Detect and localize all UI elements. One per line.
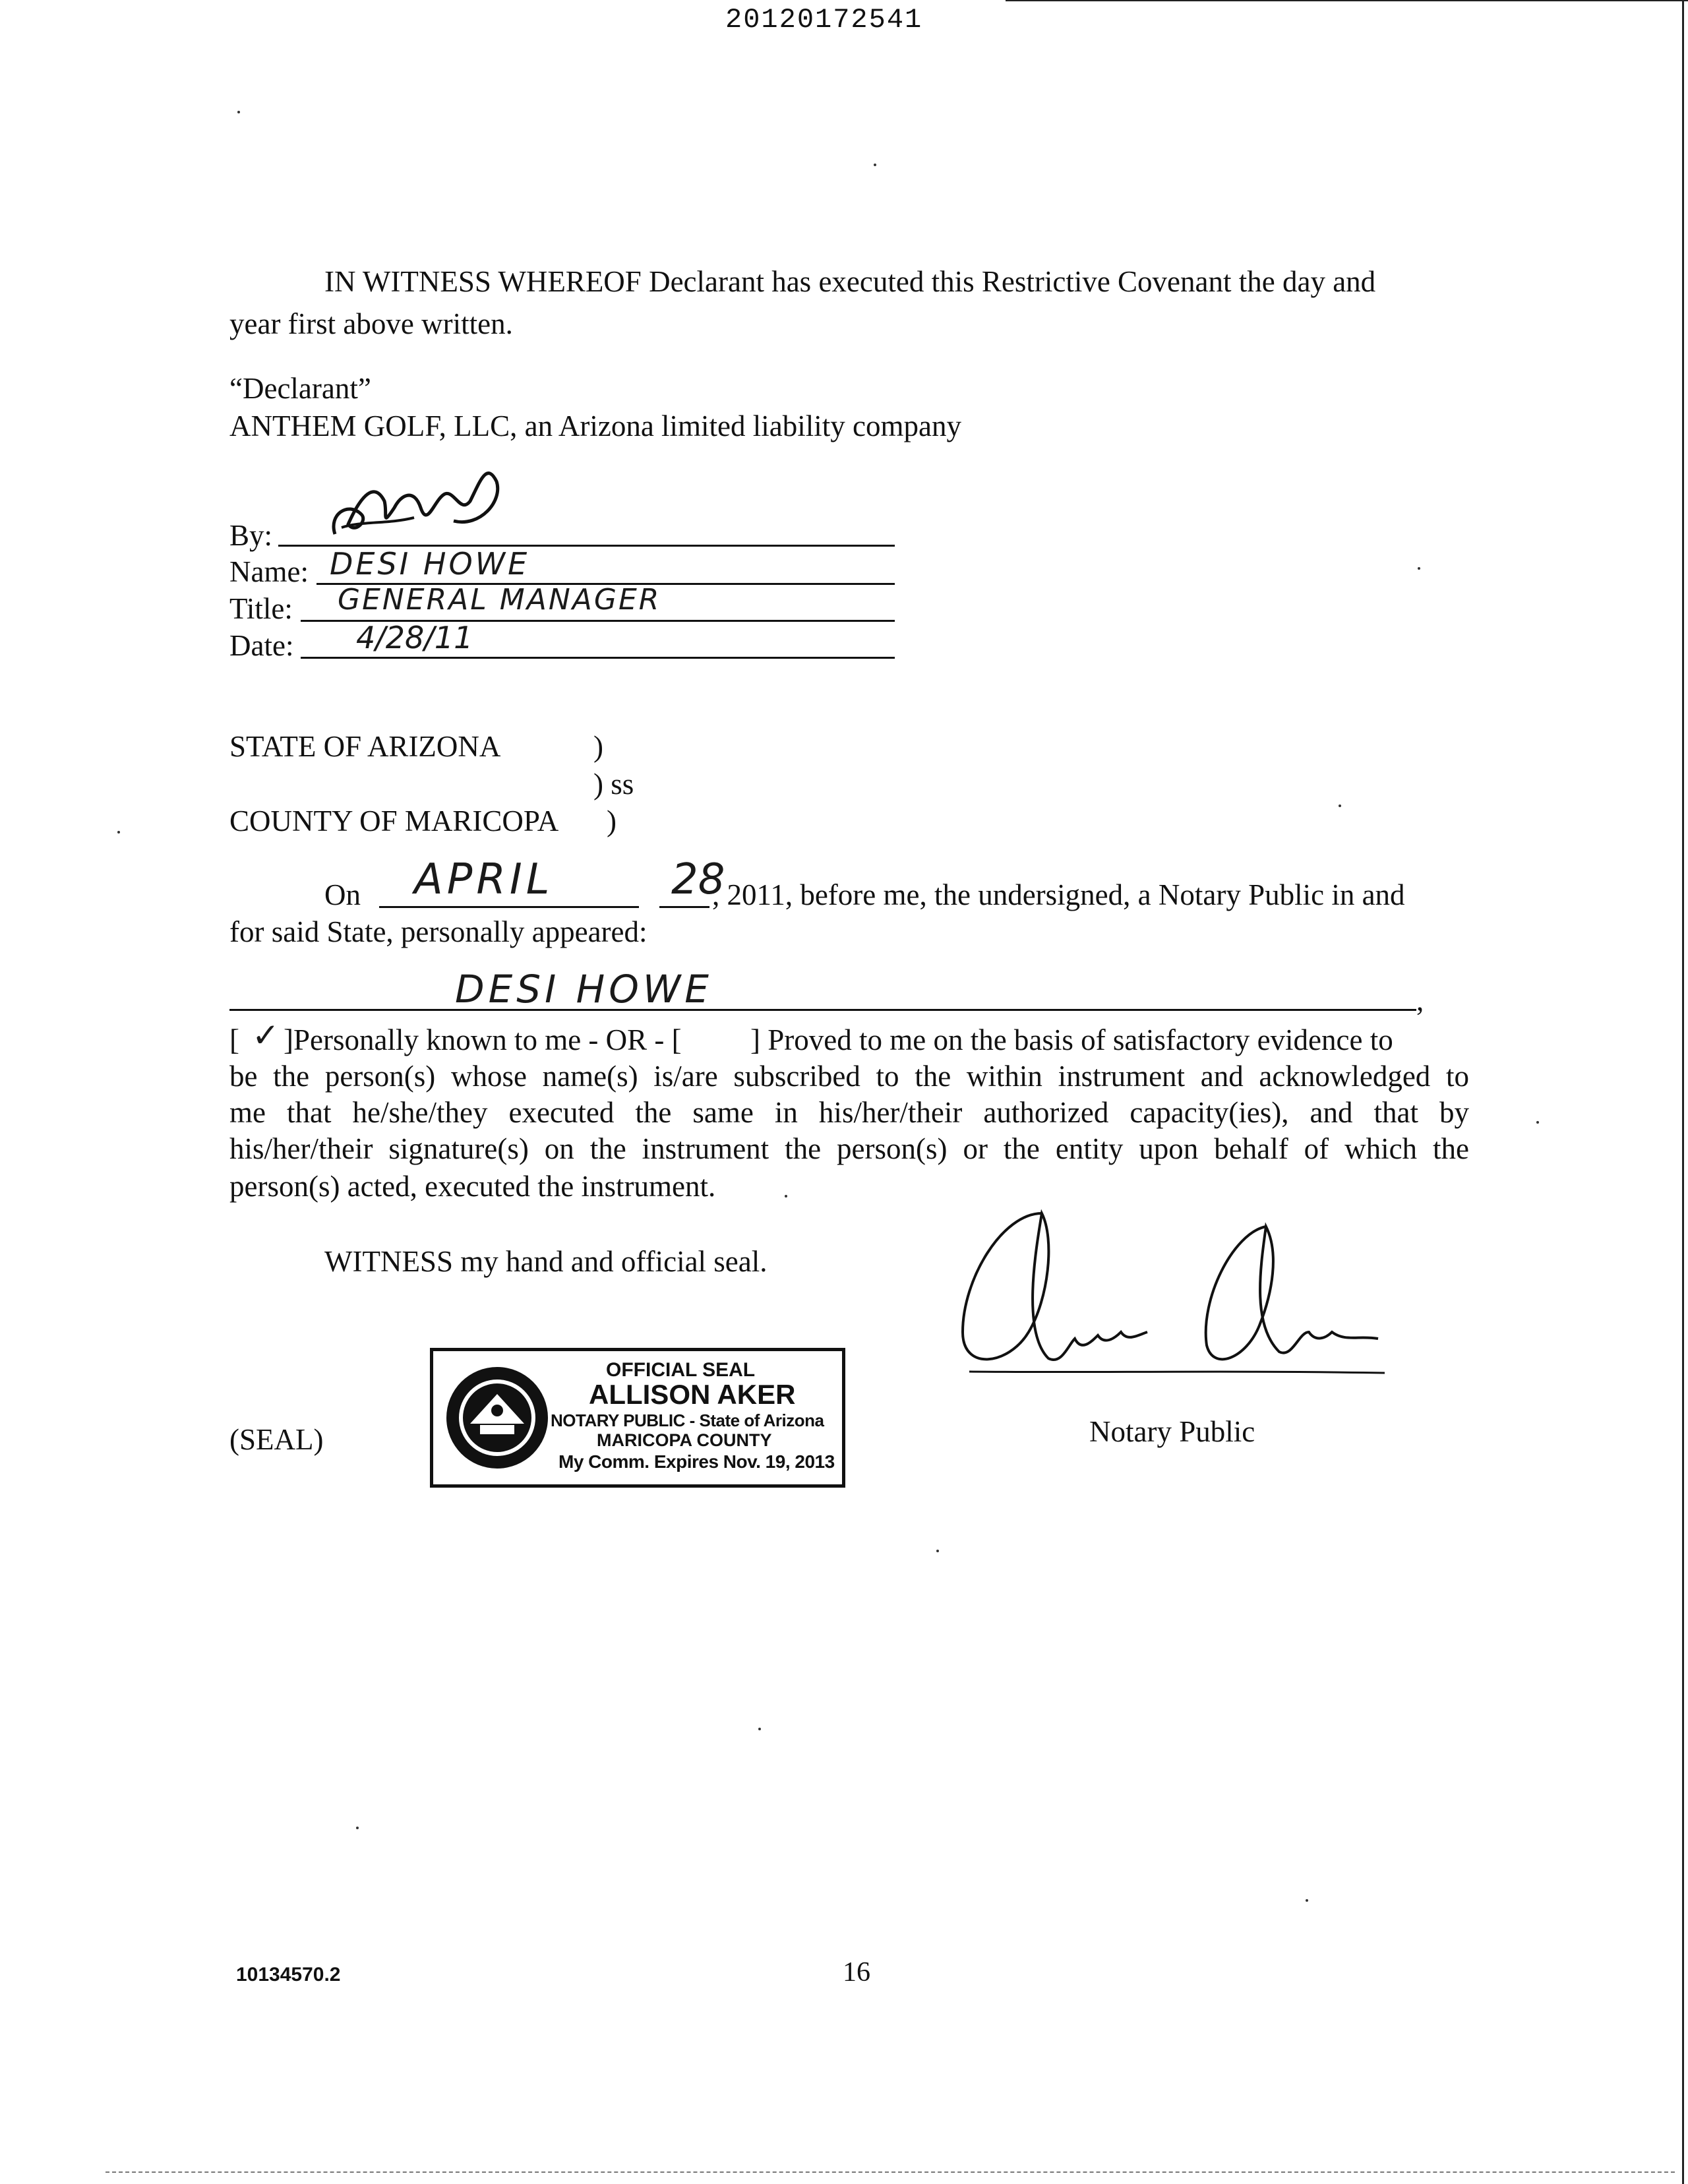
scan-speck: [1418, 567, 1420, 570]
venue-paren-bottom: ): [607, 804, 617, 837]
record-number: 20120172541: [725, 4, 923, 36]
notary-stamp: [430, 1348, 845, 1488]
acknowledgment-line1: , 2011, before me, the undersigned, a Notary Public in and: [712, 878, 1405, 911]
scan-speck: [785, 1195, 787, 1198]
scan-speck: [1306, 1899, 1308, 1902]
by-label: By:: [229, 519, 273, 552]
page-border-top: [1006, 0, 1688, 1]
name-label: Name:: [229, 555, 309, 588]
on-label: On: [324, 878, 361, 911]
date-value: 4/28/11: [356, 620, 473, 655]
page-border-right: [1682, 0, 1684, 2184]
scan-speck: [117, 831, 120, 834]
scan-speck: [874, 164, 876, 166]
person-value: DESI HOWE: [455, 967, 713, 1012]
footer-doc-id: 10134570.2: [236, 1964, 341, 1986]
state-of-arizona: STATE OF ARIZONA: [229, 730, 501, 763]
person-comma: ,: [1416, 984, 1424, 1017]
scan-speck: [936, 1550, 939, 1552]
acknowledgment-line-e: person(s) acted, executed the instrument.: [229, 1170, 716, 1203]
stamp-line4: MARICOPA COUNTY: [597, 1430, 772, 1450]
day-value: 28: [671, 855, 725, 904]
scan-speck: [1536, 1121, 1539, 1124]
venue-paren-top: ): [593, 730, 603, 763]
notary-public-label: Notary Public: [1089, 1415, 1255, 1448]
acknowledgment-line-b: be the person(s) whose name(s) is/are subscribed to the within instrument and acknowledged to: [229, 1060, 1469, 1093]
county-of-maricopa: COUNTY OF MARICOPA: [229, 804, 559, 837]
footer-page-number: 16: [843, 1957, 870, 1987]
notary-signature-icon: [950, 1200, 1398, 1391]
stamp-line5: My Comm. Expires Nov. 19, 2013: [558, 1451, 835, 1472]
acknowledgment-line-d: his/her/their signature(s) on the instrument the person(s) or the entity upon behalf of which the: [229, 1132, 1469, 1165]
scan-speck: [758, 1728, 761, 1730]
scan-edge-dots: [106, 2171, 1675, 2173]
scan-speck: [356, 1827, 359, 1829]
declarant-label: “Declarant”: [229, 372, 371, 405]
personally-known-text: ]Personally known to me - OR - [: [284, 1023, 682, 1056]
acknowledgment-line-c: me that he/she/they executed the same in his/her/their authorized capacity(ies), and that by: [229, 1096, 1469, 1129]
month-value: APRIL: [414, 855, 554, 904]
arizona-seal-icon: [444, 1364, 551, 1471]
seal-label: (SEAL): [229, 1423, 324, 1456]
acknowledgment-line2: for said State, personally appeared:: [229, 915, 648, 948]
date-label: Date:: [229, 629, 294, 662]
venue-ss: ) ss: [593, 768, 634, 801]
checkmark-icon: ✓: [252, 1016, 280, 1054]
stamp-line3: NOTARY PUBLIC - State of Arizona: [551, 1410, 824, 1430]
witness-clause-line1: IN WITNESS WHEREOF Declarant has executed this Restrictive Covenant the day and: [324, 265, 1376, 298]
stamp-line1: OFFICIAL SEAL: [606, 1359, 756, 1381]
check-open-bracket: [: [229, 1023, 239, 1056]
witness-hand-seal: WITNESS my hand and official seal.: [324, 1245, 768, 1278]
day-line: [659, 906, 709, 908]
title-value: GENERAL MANAGER: [338, 583, 661, 617]
title-label: Title:: [229, 592, 293, 625]
scan-speck: [237, 111, 240, 113]
proved-text: ] Proved to me on the basis of satisfactory evidence to: [750, 1023, 1393, 1056]
name-value: DESI HOWE: [330, 546, 530, 582]
declarant-company: ANTHEM GOLF, LLC, an Arizona limited liability company: [229, 410, 961, 442]
person-line: [229, 1009, 1416, 1011]
date-line: [301, 657, 895, 659]
witness-clause-line2: year first above written.: [229, 307, 513, 340]
declarant-signature-icon: [322, 455, 506, 547]
scan-speck: [1339, 804, 1341, 807]
stamp-line2: ALLISON AKER: [589, 1379, 796, 1410]
month-line: [379, 906, 639, 908]
